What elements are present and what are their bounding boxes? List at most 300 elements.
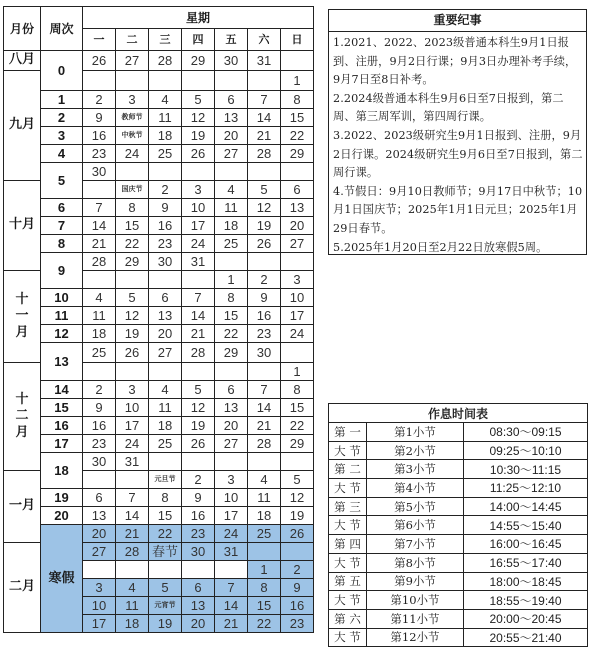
day-cell [182,163,215,181]
day-cell: 27 [215,145,248,163]
day-cell: 3 [215,471,248,489]
event-item: 3.2022、2023级研究生9月1日报到、注册，9月2日行课。2024级研究生9月6日至7日报到，第二周行课。 [333,128,583,180]
day-cell: 16 [83,417,116,435]
day-cell: 13 [215,109,248,127]
day-cell [149,561,182,579]
day-cell [83,181,116,199]
day-cell: 13 [182,597,215,615]
day-cell: 17 [116,417,149,435]
holiday-note: 元宵节 [149,597,182,615]
schedule-period: 第7小节 [367,535,464,554]
day-cell: 14 [215,597,248,615]
calendar-row [4,253,314,271]
day-cell [116,471,149,489]
schedule-row [329,535,588,554]
schedule-group-label: 大 节 [329,479,367,498]
day-cell: 7 [248,381,281,399]
day-cell: 4 [248,471,281,489]
month-label: 九月 [4,71,41,181]
day-cell: 6 [215,91,248,109]
day-cell: 1 [215,271,248,289]
day-cell: 10 [83,597,116,615]
day-cell [215,561,248,579]
day-cell: 1 [281,71,314,91]
day-cell: 10 [182,199,215,217]
events-title: 重要纪事 [329,10,586,32]
day-cell: 3 [116,381,149,399]
day-cell: 22 [149,525,182,543]
day-cell: 1 [248,561,281,579]
holiday-note: 中秋节 [116,127,149,145]
day-cell: 8 [281,91,314,109]
day-cell: 29 [215,343,248,363]
day-cell: 28 [116,543,149,561]
day-cell: 3 [116,91,149,109]
day-cell: 7 [248,91,281,109]
day-cell [149,71,182,91]
day-cell: 23 [281,615,314,633]
day-cell: 13 [281,199,314,217]
day-cell [215,71,248,91]
schedule-period: 第3小节 [367,460,464,479]
day-cell: 7 [182,289,215,307]
day-cell: 9 [248,289,281,307]
important-events-box [328,9,587,255]
day-cell [149,271,182,289]
day-cell [281,543,314,561]
day-cell: 27 [83,543,116,561]
day-cell: 8 [281,381,314,399]
day-cell [83,471,116,489]
day-cell: 8 [215,289,248,307]
schedule-group-label: 大 节 [329,516,367,535]
day-cell [215,163,248,181]
day-cell: 18 [116,615,149,633]
day-cell: 20 [149,325,182,343]
weekday-header: 星期 [83,7,314,29]
day-cell: 16 [149,217,182,235]
calendar-row [4,343,314,363]
day-cell [149,453,182,471]
day-cell [248,453,281,471]
calendar-row [4,51,314,71]
calendar-row [4,399,314,417]
day-cell [149,163,182,181]
day-cell: 18 [248,507,281,525]
day-cell [281,453,314,471]
day-cell: 27 [116,51,149,71]
schedule-row [329,423,588,442]
day-cell: 5 [182,91,215,109]
day-cell: 25 [215,235,248,253]
day-cell: 18 [149,127,182,145]
day-cell: 17 [182,217,215,235]
day-cell: 11 [215,199,248,217]
schedule-period: 第2小节 [367,441,464,460]
day-cell: 11 [83,307,116,325]
day-cell: 19 [116,325,149,343]
calendar-row [4,381,314,399]
day-cell [215,363,248,381]
week-header: 周次 [41,7,83,51]
week-number: 11 [41,307,83,325]
day-cell: 5 [116,289,149,307]
day-cell [248,71,281,91]
day-cell: 9 [182,489,215,507]
day-cell [116,271,149,289]
week-number: 13 [41,343,83,381]
schedule-period: 第6小节 [367,516,464,535]
week-number: 18 [41,453,83,489]
day-cell: 14 [248,399,281,417]
schedule-group-label: 第 三 [329,497,367,516]
day-cell: 9 [83,109,116,127]
weekday-label: 一 [83,29,116,51]
event-item: 5.2025年1月20日至2月22日放寒假5周。 [333,240,548,254]
schedule-time: 14:00～14:45 [464,497,588,516]
schedule-time: 14:55～15:40 [464,516,588,535]
day-cell: 16 [248,307,281,325]
week-number: 14 [41,381,83,399]
day-cell: 2 [182,471,215,489]
day-cell: 11 [149,399,182,417]
day-cell: 24 [215,525,248,543]
day-cell: 18 [83,325,116,343]
day-cell: 25 [248,525,281,543]
day-cell: 23 [248,325,281,343]
day-cell: 3 [83,579,116,597]
day-cell: 28 [182,343,215,363]
day-cell: 29 [182,51,215,71]
day-cell: 9 [83,399,116,417]
day-cell: 14 [248,109,281,127]
day-cell: 19 [281,507,314,525]
schedule-time: 08:30～09:15 [464,423,588,442]
schedule-group-label: 第 五 [329,572,367,591]
day-cell: 22 [281,417,314,435]
week-number: 10 [41,289,83,307]
day-cell: 22 [248,615,281,633]
day-cell: 28 [248,145,281,163]
week-number: 6 [41,199,83,217]
day-cell [248,543,281,561]
weekday-label: 五 [215,29,248,51]
month-label: 十一月 [4,271,41,363]
day-cell: 3 [281,271,314,289]
schedule-row [329,479,588,498]
schedule-group-label: 大 节 [329,628,367,647]
class-schedule-table [328,403,588,647]
event-item: 2.2024级普通本科生9月6日至7日报到，第二周、第三周军训，第四周行课。 [333,91,564,124]
day-cell: 15 [215,307,248,325]
day-cell: 4 [215,181,248,199]
weekday-label: 日 [281,29,314,51]
day-cell: 21 [215,615,248,633]
schedule-time: 16:00～16:45 [464,535,588,554]
month-header: 月份 [4,7,41,51]
day-cell: 8 [149,489,182,507]
schedule-row [329,497,588,516]
schedule-period: 第8小节 [367,553,464,572]
calendar-row [4,325,314,343]
day-cell: 9 [149,199,182,217]
event-item: 4.节假日：9月10日教师节；9月17日中秋节；10月1日国庆节；2025年1月1日元旦；2025年1月29日春节。 [333,184,583,235]
day-cell [182,363,215,381]
day-cell [182,71,215,91]
day-cell: 21 [182,325,215,343]
schedule-time: 20:55～21:40 [464,628,588,647]
day-cell [182,453,215,471]
day-cell [182,271,215,289]
day-cell: 11 [248,489,281,507]
calendar-row [4,127,314,145]
day-cell: 6 [149,289,182,307]
day-cell: 27 [281,235,314,253]
schedule-row [329,572,588,591]
schedule-row [329,516,588,535]
day-cell: 13 [215,399,248,417]
winter-break-label: 寒假 [41,525,83,633]
day-cell: 26 [116,343,149,363]
week-number: 7 [41,217,83,235]
day-cell: 14 [83,217,116,235]
schedule-time: 20:00～20:45 [464,609,588,628]
day-cell: 30 [248,343,281,363]
day-cell: 16 [182,507,215,525]
holiday-note: 国庆节 [116,181,149,199]
schedule-row [329,591,588,610]
calendar-row [4,417,314,435]
day-cell: 7 [83,199,116,217]
calendar-row [4,91,314,109]
day-cell: 10 [215,489,248,507]
day-cell: 27 [149,343,182,363]
calendar-row [4,163,314,181]
day-cell: 6 [83,489,116,507]
calendar-row [4,217,314,235]
calendar-row [4,145,314,163]
day-cell: 30 [83,453,116,471]
day-cell: 16 [281,597,314,615]
day-cell: 26 [83,51,116,71]
weekday-label: 三 [149,29,182,51]
day-cell [116,71,149,91]
day-cell: 24 [116,145,149,163]
day-cell: 16 [83,127,116,145]
day-cell: 7 [215,579,248,597]
day-cell: 6 [281,181,314,199]
day-cell: 7 [116,489,149,507]
week-number: 5 [41,163,83,199]
weekday-label: 四 [182,29,215,51]
day-cell [83,363,116,381]
week-number: 12 [41,325,83,343]
day-cell [83,71,116,91]
day-cell: 4 [149,381,182,399]
day-cell: 25 [149,145,182,163]
day-cell: 15 [248,597,281,615]
day-cell: 28 [248,435,281,453]
day-cell: 19 [149,615,182,633]
day-cell: 29 [281,145,314,163]
day-cell: 4 [149,91,182,109]
day-cell: 2 [149,181,182,199]
calendar-row [4,235,314,253]
events-body [329,32,586,257]
day-cell: 6 [215,381,248,399]
calendar-row [4,507,314,525]
day-cell: 20 [83,525,116,543]
calendar-row [4,435,314,453]
schedule-period: 第1小节 [367,423,464,442]
schedule-time: 18:00～18:45 [464,572,588,591]
day-cell: 23 [83,145,116,163]
calendar-row [4,289,314,307]
calendar-row [4,199,314,217]
day-cell: 29 [281,435,314,453]
schedule-row [329,553,588,572]
weekday-label: 六 [248,29,281,51]
schedule-group-label: 第 二 [329,460,367,479]
schedule-period: 第11小节 [367,609,464,628]
schedule-row [329,441,588,460]
day-cell: 20 [215,417,248,435]
day-cell [116,561,149,579]
schedule-group-label: 第 一 [329,423,367,442]
day-cell: 2 [83,381,116,399]
day-cell: 11 [116,597,149,615]
day-cell: 1 [281,363,314,381]
week-number: 8 [41,235,83,253]
schedule-time: 11:25～12:10 [464,479,588,498]
calendar-row [4,307,314,325]
day-cell: 24 [281,325,314,343]
day-cell [281,253,314,271]
holiday-note: 教师节 [116,109,149,127]
schedule-row [329,628,588,647]
day-cell: 春节 [149,543,182,561]
day-cell: 28 [149,51,182,71]
schedule-time: 16:55～17:40 [464,553,588,572]
day-cell: 25 [83,343,116,363]
schedule-group-label: 大 节 [329,591,367,610]
day-cell: 28 [83,253,116,271]
day-cell: 10 [116,399,149,417]
day-cell [116,363,149,381]
day-cell: 20 [281,217,314,235]
day-cell: 19 [248,217,281,235]
day-cell: 25 [149,435,182,453]
day-cell: 31 [116,453,149,471]
month-label: 十二月 [4,363,41,471]
week-number: 3 [41,127,83,145]
day-cell: 19 [182,127,215,145]
week-number: 16 [41,417,83,435]
day-cell [215,253,248,271]
day-cell: 15 [149,507,182,525]
week-number: 20 [41,507,83,525]
day-cell: 22 [116,235,149,253]
day-cell [149,363,182,381]
week-number: 4 [41,145,83,163]
day-cell: 2 [248,271,281,289]
day-cell: 26 [182,435,215,453]
week-number: 15 [41,399,83,417]
day-cell: 5 [149,579,182,597]
schedule-period: 第12小节 [367,628,464,647]
day-cell: 31 [248,51,281,71]
week-number: 2 [41,109,83,127]
schedule-group-label: 大 节 [329,553,367,572]
day-cell: 24 [182,235,215,253]
holiday-note: 元旦节 [149,471,182,489]
day-cell: 21 [83,235,116,253]
calendar-row [4,525,314,543]
day-cell: 13 [83,507,116,525]
day-cell [281,51,314,71]
week-number: 9 [41,253,83,289]
day-cell [83,271,116,289]
day-cell: 13 [149,307,182,325]
schedule-time: 10:30～11:15 [464,460,588,479]
day-cell: 30 [83,163,116,181]
week-number: 17 [41,435,83,453]
schedule-group-label: 大 节 [329,441,367,460]
day-cell: 24 [116,435,149,453]
day-cell: 26 [281,525,314,543]
month-label: 八月 [4,51,41,71]
day-cell: 31 [215,543,248,561]
day-cell: 10 [281,289,314,307]
day-cell: 21 [248,127,281,145]
event-item: 1.2021、2022、2023级普通本科生9月1日报到、注册，9月2日行课；9月3日办理补考手续，9月7日至8日补考。 [333,36,577,87]
day-cell: 23 [182,525,215,543]
day-cell: 6 [182,579,215,597]
week-number: 19 [41,489,83,507]
day-cell [281,343,314,363]
day-cell: 20 [215,127,248,145]
day-cell: 23 [149,235,182,253]
schedule-title: 作息时间表 [329,404,588,423]
day-cell: 15 [281,109,314,127]
school-calendar-table [3,6,314,633]
calendar-row [4,453,314,471]
day-cell: 31 [182,253,215,271]
day-cell: 12 [182,399,215,417]
day-cell: 11 [149,109,182,127]
schedule-row [329,609,588,628]
day-cell: 18 [215,217,248,235]
day-cell: 26 [182,145,215,163]
day-cell: 26 [248,235,281,253]
day-cell: 21 [116,525,149,543]
day-cell [281,163,314,181]
schedule-group-label: 第 四 [329,535,367,554]
day-cell: 9 [281,579,314,597]
day-cell: 5 [248,181,281,199]
day-cell: 12 [281,489,314,507]
schedule-period: 第5小节 [367,497,464,516]
day-cell: 27 [215,435,248,453]
day-cell: 21 [248,417,281,435]
day-cell: 17 [281,307,314,325]
day-cell: 18 [149,417,182,435]
day-cell [248,363,281,381]
day-cell: 4 [83,289,116,307]
day-cell: 8 [116,199,149,217]
schedule-group-label: 第 六 [329,609,367,628]
day-cell: 22 [281,127,314,145]
